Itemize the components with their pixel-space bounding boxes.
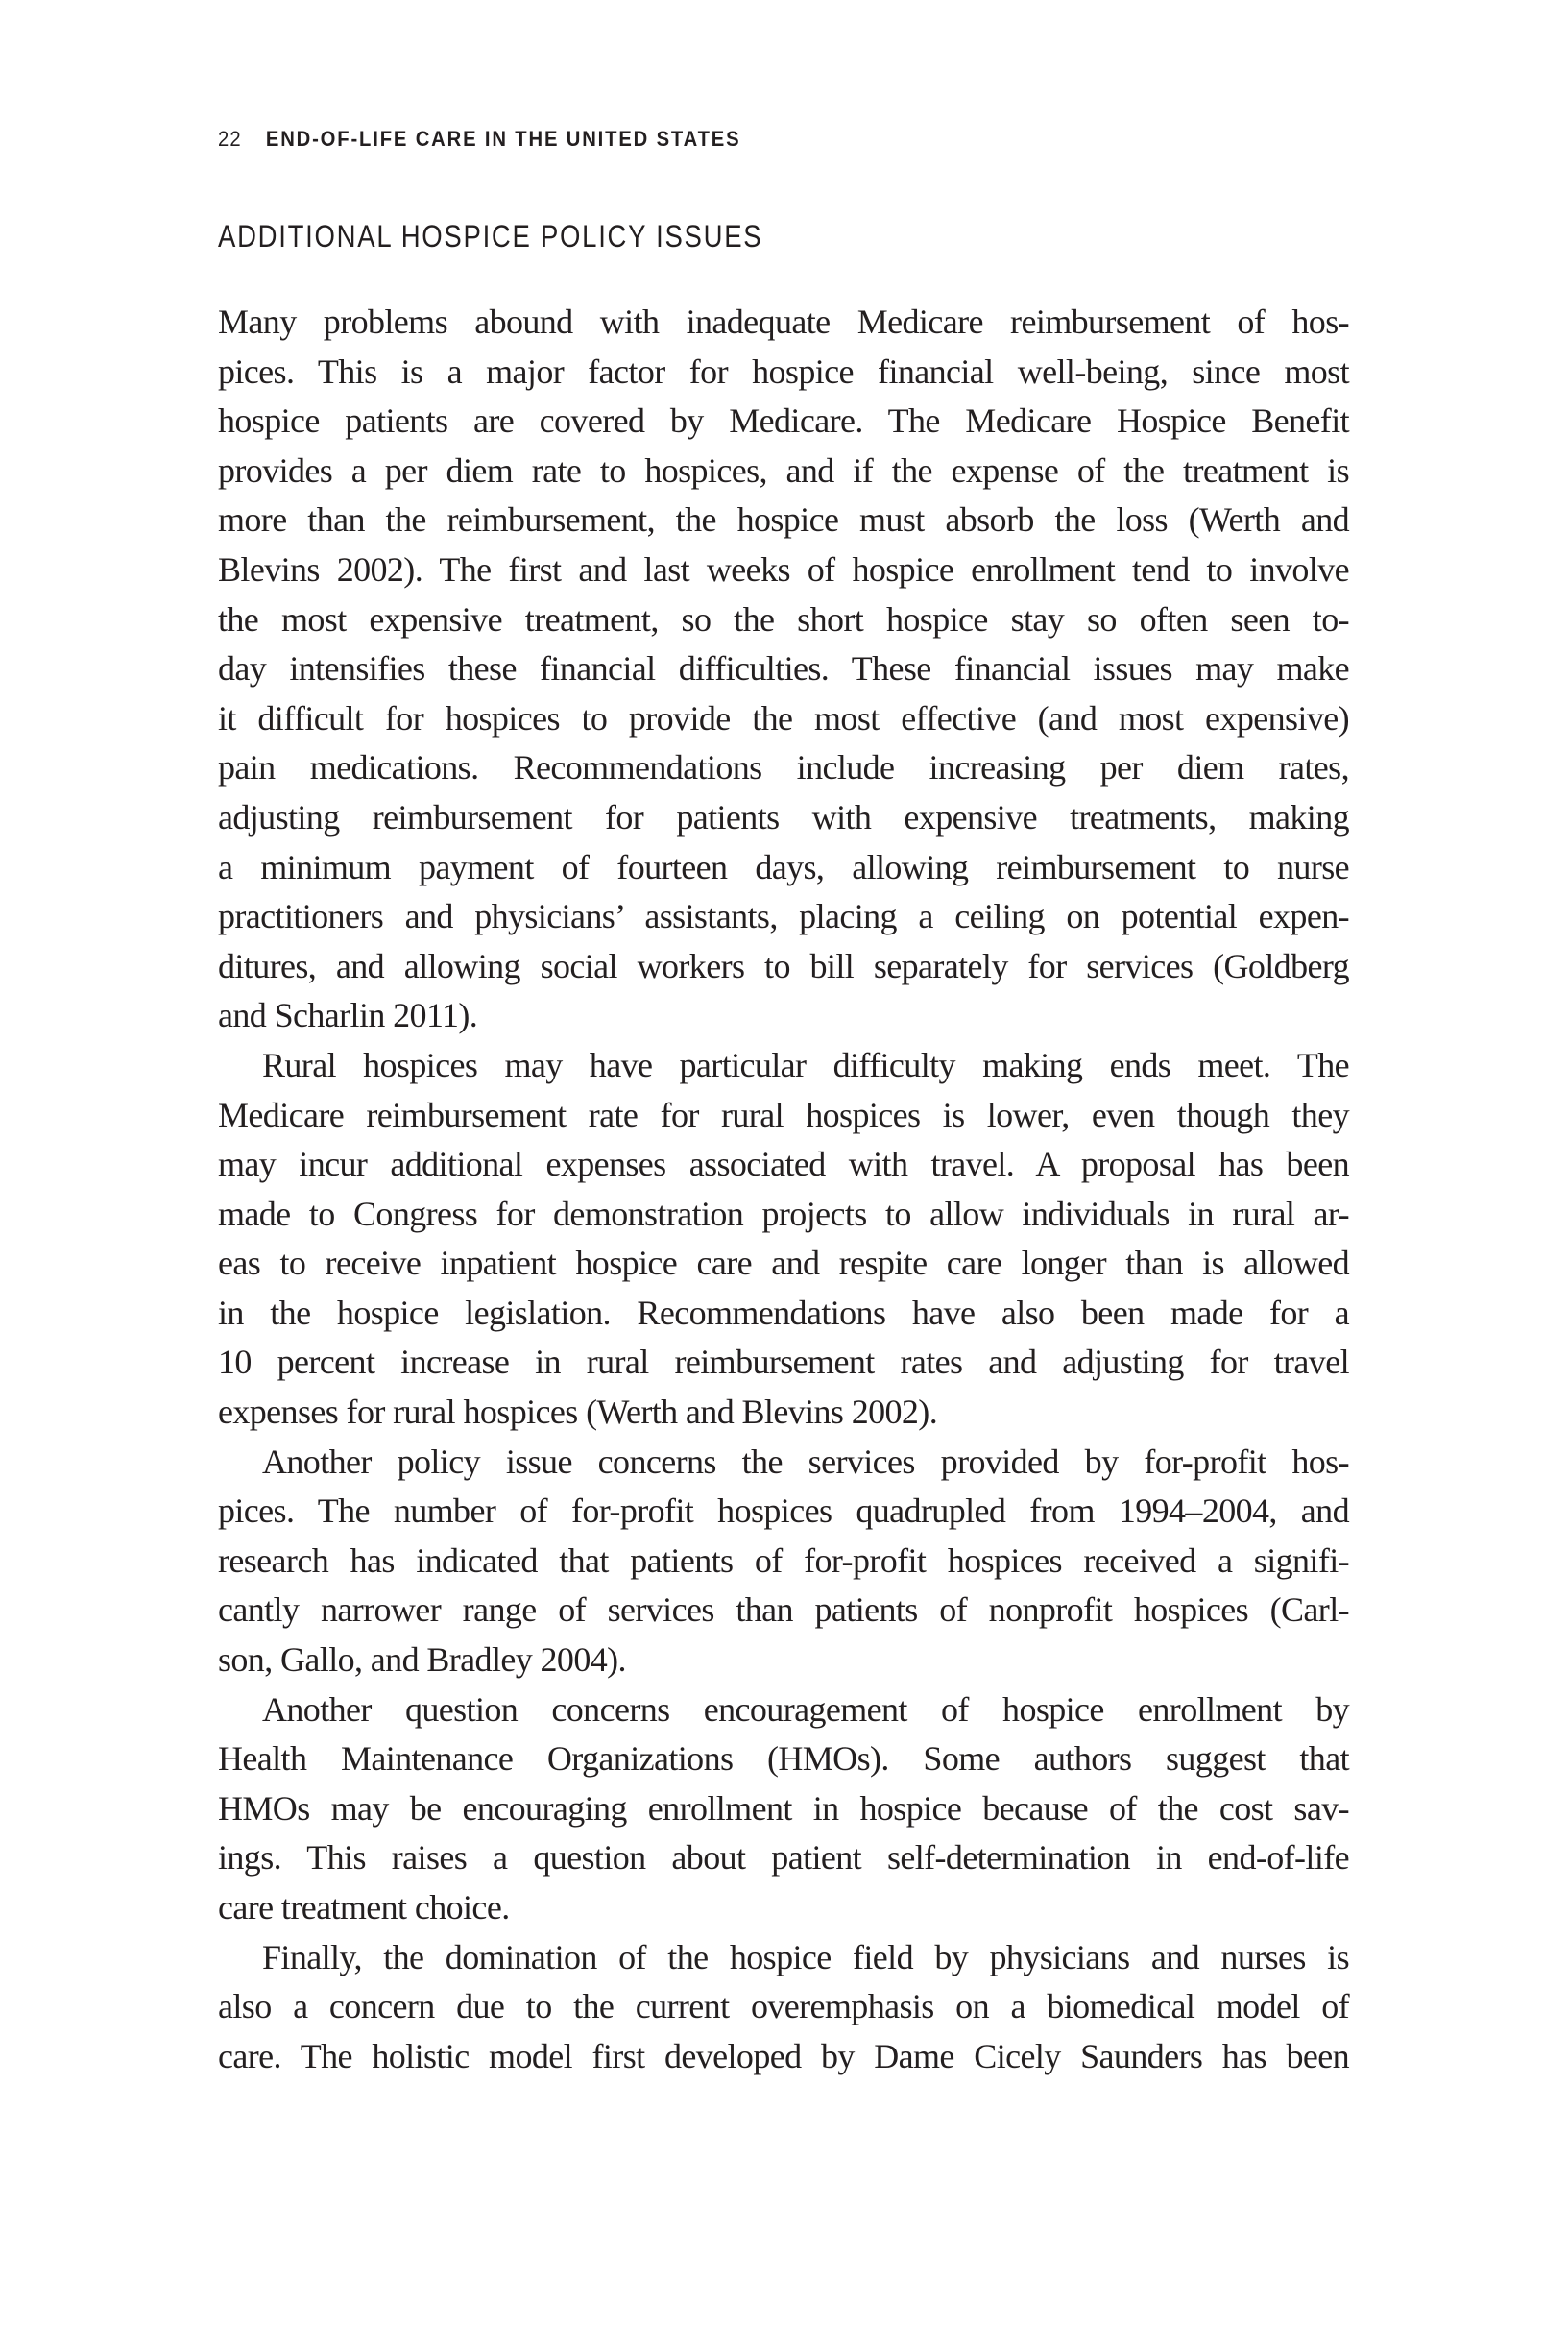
text-line: eas to receive inpatient hospice care and respite care longer than is allowed <box>218 1244 1349 1283</box>
body-text <box>218 298 1349 2081</box>
running-head <box>218 127 740 152</box>
text-line: 10 percent increase in rural reimbursement rates and adjusting for travel <box>218 1343 1349 1382</box>
text-line: also a concern due to the current overemphasis on a biomedical model of <box>218 1987 1349 2026</box>
text-line: made to Congress for demonstration projects to allow individuals in rural ar- <box>218 1194 1349 1233</box>
paragraph-3 <box>218 1438 1349 1685</box>
text-line: care. The holistic model first developed by Dame Cicely Saunders has been <box>218 2036 1349 2075</box>
text-line: and Scharlin 2011). <box>218 996 478 1035</box>
book-title: END-OF-LIFE CARE IN THE UNITED STATES <box>265 127 741 151</box>
paragraph-5 <box>218 1933 1349 2082</box>
text-line: day intensifies these financial difficulties. These financial issues may make <box>218 649 1349 689</box>
text-line: son, Gallo, and Bradley 2004). <box>218 1640 626 1680</box>
paragraph-2 <box>218 1041 1349 1438</box>
paragraph-1 <box>218 298 1349 1041</box>
text-line: Another policy issue concerns the services provided by for-profit hos- <box>262 1442 1349 1481</box>
text-line: cantly narrower range of services than patients of nonprofit hospices (Carl- <box>218 1590 1349 1630</box>
text-line: pices. This is a major factor for hospice financial well-being, since most <box>218 352 1349 391</box>
text-line: pices. The number of for-profit hospices quadrupled from 1994–2004, and <box>218 1491 1349 1531</box>
text-line: Medicare reimbursement rate for rural hospices is lower, even though they <box>218 1095 1349 1134</box>
text-line: Rural hospices may have particular difficulty making ends meet. The <box>262 1045 1349 1084</box>
text-line: expenses for rural hospices (Werth and Blevins 2002). <box>218 1393 938 1432</box>
text-line: HMOs may be encouraging enrollment in hospice because of the cost sav- <box>218 1788 1349 1828</box>
text-line: the most expensive treatment, so the short hospice stay so often seen to- <box>218 599 1349 639</box>
paragraph-4 <box>218 1685 1349 1933</box>
text-line: research has indicated that patients of for-profit hospices received a signifi- <box>218 1540 1349 1580</box>
text-line: Finally, the domination of the hospice field by physicians and nurses is <box>262 1937 1349 1976</box>
text-line: Many problems abound with inadequate Medicare reimbursement of hos- <box>218 303 1349 341</box>
text-line: Blevins 2002). The first and last weeks of hospice enrollment tend to involve <box>218 549 1349 589</box>
text-line: practitioners and physicians’ assistants, placing a ceiling on potential expen- <box>218 897 1349 936</box>
text-line: it difficult for hospices to provide the most effective (and most expensive) <box>218 698 1349 738</box>
page-number: 22 <box>218 127 242 151</box>
text-line: ditures, and allowing social workers to bill separately for services (Goldberg <box>218 946 1349 985</box>
text-line: hospice patients are covered by Medicare. The Medicare Hospice Benefit <box>218 401 1349 441</box>
text-line: may incur additional expenses associated with travel. A proposal has been <box>218 1145 1349 1184</box>
section-heading: ADDITIONAL HOSPICE POLICY ISSUES <box>218 219 763 254</box>
text-line: Another question concerns encouragement of hospice enrollment by <box>262 1689 1349 1729</box>
text-line: pain medications. Recommendations include increasing per diem rates, <box>218 748 1349 788</box>
text-line: Health Maintenance Organizations (HMOs). Some authors suggest that <box>218 1739 1349 1779</box>
text-line: adjusting reimbursement for patients with expensive treatments, making <box>218 797 1349 837</box>
text-line: a minimum payment of fourteen days, allowing reimbursement to nurse <box>218 847 1349 886</box>
text-line: in the hospice legislation. Recommendations have also been made for a <box>218 1293 1349 1332</box>
text-line: more than the reimbursement, the hospice must absorb the loss (Werth and <box>218 500 1349 540</box>
text-line: provides a per diem rate to hospices, and if the expense of the treatment is <box>218 450 1349 490</box>
text-line: care treatment choice. <box>218 1888 510 1927</box>
text-line: ings. This raises a question about patient self-determination in end-of-life <box>218 1838 1349 1878</box>
